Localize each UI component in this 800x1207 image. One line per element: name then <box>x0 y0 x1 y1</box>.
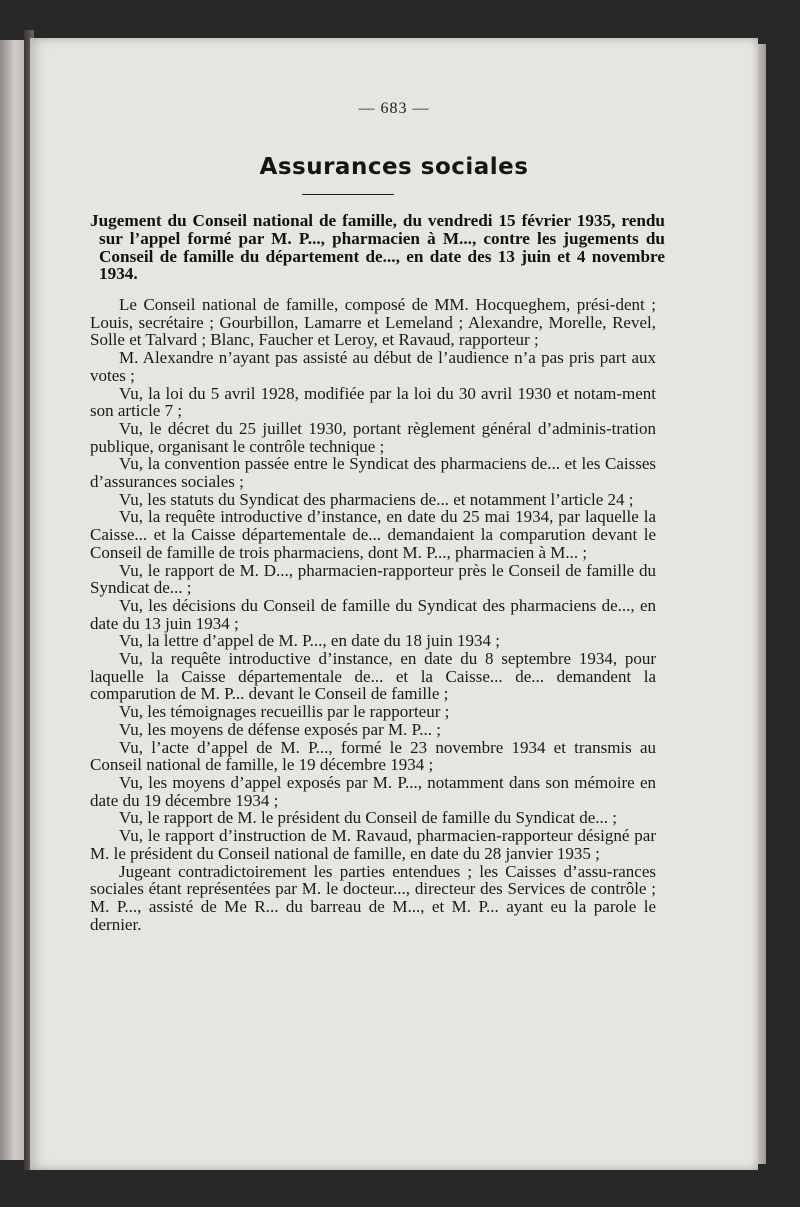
paragraph: Vu, la loi du 5 avril 1928, modifiée par la loi du 30 avril 1930 et notam-ment son article 7 ; <box>90 383 656 421</box>
paragraph: Vu, la requête introductive d’instance, en date du 25 mai 1934, par laquelle la Caisse... et la Caisse départementale de... demandaient la comparution devant le Conseil de famille de trois pharmaciens, dont M. P..., pharmacien à M... ; <box>90 507 656 562</box>
paragraph: Jugeant contradictoirement les parties entendues ; les Caisses d’assu-rances sociales étant représentées par M. le docteur..., directeur des Services de contrôle ; M. P..., assisté de Me R... du barreau de M..., et M. P... ayant eu la parole le dernier. <box>90 861 656 934</box>
paragraph: Vu, l’acte d’appel de M. P..., formé le 23 novembre 1934 et transmis au Conseil national de famille, le 19 décembre 1934 ; <box>90 737 656 775</box>
paragraph: Vu, les témoignages recueillis par le rapporteur ; <box>119 702 450 722</box>
page-number: — 683 — <box>358 100 430 117</box>
paragraph: Vu, la convention passée entre le Syndicat des pharmaciens de... et les Caisses d’assurances sociales ; <box>90 454 656 492</box>
document-page <box>30 38 758 1170</box>
paragraph: Vu, le rapport de M. le président du Conseil de famille du Syndicat de... ; <box>119 808 618 828</box>
paragraph: Vu, les moyens d’appel exposés par M. P..., notamment dans son mémoire en date du 19 décembre 1934 ; <box>90 772 656 810</box>
page-title: Assurances sociales <box>259 154 529 180</box>
paragraph: Vu, la lettre d’appel de M. P..., en date du 18 juin 1934 ; <box>119 631 500 651</box>
paragraph: Vu, les moyens de défense exposés par M. P... ; <box>119 719 441 739</box>
paragraph: Vu, le décret du 25 juillet 1930, portant règlement général d’adminis-tration publique, organisant le contrôle technique ; <box>90 418 656 456</box>
paragraph: Vu, la requête introductive d’instance, en date du 8 septembre 1934, pour laquelle la Caisse départementale de... et la Caisse... de... demandent la comparution de M. P... devant le Conseil de famille ; <box>90 649 656 704</box>
title-divider <box>302 194 394 195</box>
paragraph: Vu, le rapport de M. D..., pharmacien-rapporteur près le Conseil de famille du Syndicat de... ; <box>90 560 656 598</box>
paragraph: Vu, les statuts du Syndicat des pharmaciens de... et notamment l’article 24 ; <box>119 489 634 509</box>
facing-page-edge <box>0 40 24 1160</box>
judgment-heading: Jugement du Conseil national de famille, du vendredi 15 février 1935, rendu sur l’appel formé par M. P..., pharmacien à M..., contre les jugements du Conseil de famille du département de..., en date des 13 juin et 4 novembre 1934. <box>90 211 665 284</box>
paragraph: Vu, les décisions du Conseil de famille du Syndicat des pharmaciens de..., en date du 13 juin 1934 ; <box>90 595 656 633</box>
paragraph: Vu, le rapport d’instruction de M. Ravaud, pharmacien-rapporteur désigné par M. le président du Conseil national de famille, en date du 28 janvier 1935 ; <box>90 826 656 863</box>
judgment-body <box>90 296 656 933</box>
paragraph: M. Alexandre n’ayant pas assisté au début de l’audience n’a pas pris part aux votes ; <box>90 348 656 385</box>
paragraph: Le Conseil national de famille, composé de MM. Hocqueghem, prési-dent ; Louis, secrétaire ; Gourbillon, Lamarre et Lemeland ; Alexandre, Morelle, Revel, Solle et Talvard ; Blanc, Faucher et Leroy, et Ravaud, rapporteur ; <box>90 295 656 350</box>
